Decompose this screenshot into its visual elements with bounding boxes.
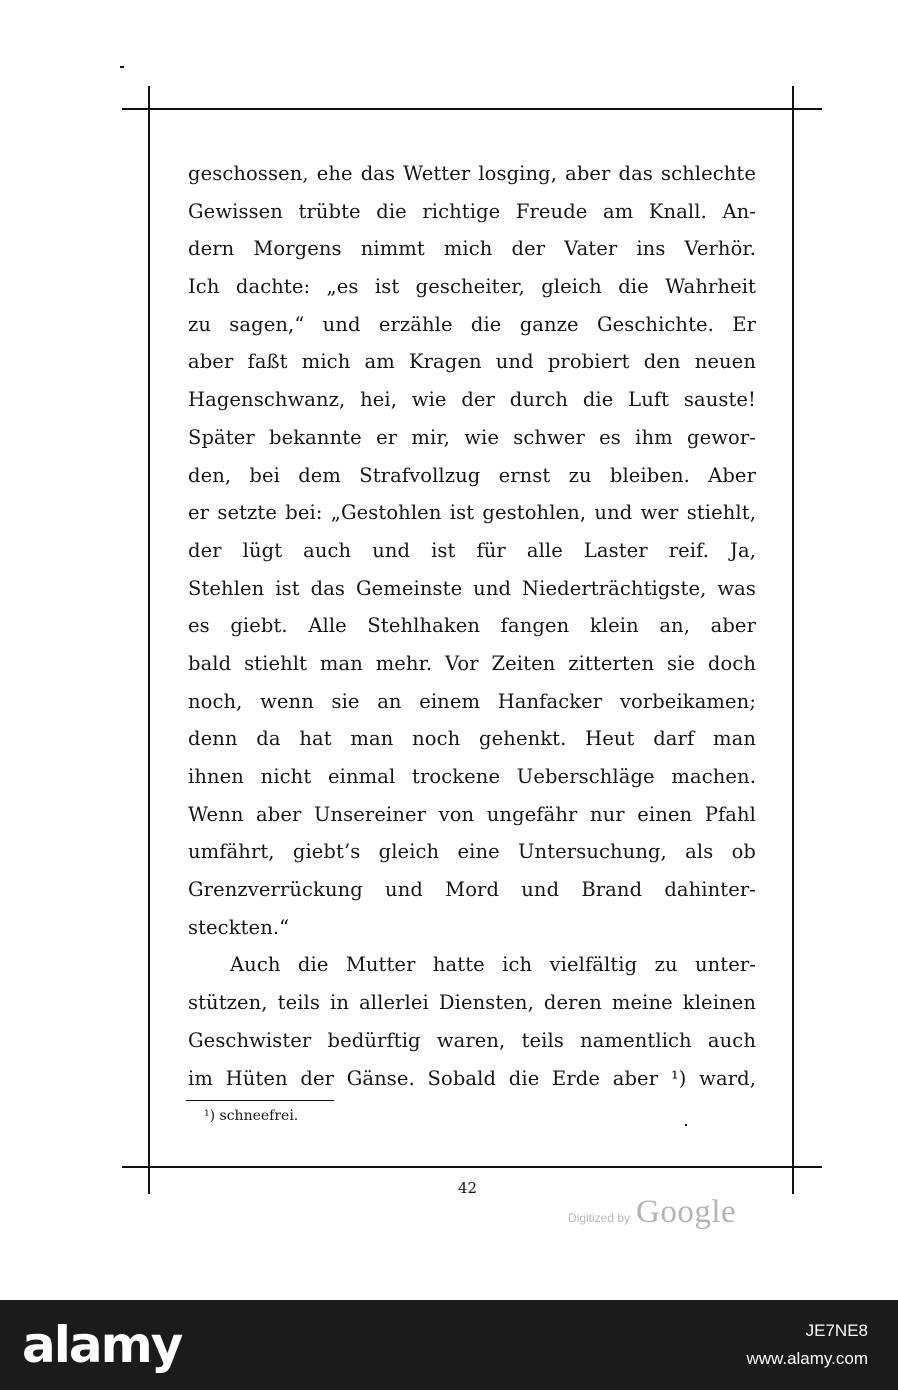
text-line: ihnen nicht einmal trockene Ueberschläge machen. (188, 765, 756, 788)
text-line: Wenn aber Unsereiner von ungefähr nur einen Pfahl (188, 802, 756, 826)
text-line: Grenzverrückung und Mord und Brand dahinter- (188, 878, 756, 902)
digitized-by-label: Digitized by (568, 1211, 631, 1225)
stock-url-link[interactable]: www.alamy.com (746, 1349, 868, 1368)
alamy-logo[interactable]: alamy (22, 1316, 182, 1374)
text-line: Später bekannte er mir, wie schwer es ihm gewor- (188, 425, 756, 449)
text-line: den, bei dem Strafvollzug ernst zu bleiben. Aber (188, 463, 756, 487)
text-line: zu sagen,“ und erzähle die ganze Geschichte. Er (188, 312, 756, 336)
text-line: bald stiehlt man mehr. Vor Zeiten zitterten sie doch (188, 651, 756, 675)
stock-meta (746, 1321, 868, 1369)
footnote-separator (186, 1100, 334, 1101)
digitized-watermark (568, 1194, 736, 1231)
stock-photo-banner (0, 1300, 898, 1390)
right-frame-rule (792, 86, 794, 1194)
top-frame-rule (122, 108, 822, 110)
image-id: JE7NE8 (805, 1321, 868, 1340)
paragraph-end-line: steckten.“ (188, 915, 290, 939)
body-text (188, 155, 756, 1097)
text-line: umfährt, giebt’s gleich eine Untersuchung, als ob (188, 840, 756, 864)
text-line: dern Morgens nimmt mich der Vater ins Verhör. (188, 237, 756, 261)
paragraph-start-line: Auch die Mutter hatte ich vielfältig zu unter- (230, 953, 756, 977)
text-line: denn da hat man noch gehenkt. Heut darf man (188, 727, 756, 751)
text-line: im Hüten der Gänse. Sobald die Erde aber ¹) ward, (188, 1066, 756, 1090)
google-logo: Google (636, 1194, 737, 1230)
text-line: Geschwister bedürftig waren, teils namentlich auch (188, 1028, 756, 1052)
text-line: stützen, teils in allerlei Diensten, deren meine kleinen (188, 991, 756, 1015)
text-line: Ich dachte: „es ist gescheiter, gleich die Wahrheit (188, 275, 756, 299)
text-line: er setzte bei: „Gestohlen ist gestohlen, und wer stiehlt, (188, 501, 756, 525)
text-line: es giebt. Alle Stehlhaken fangen klein an, aber (188, 614, 756, 638)
text-line: Hagenschwanz, hei, wie der durch die Luft sauste! (188, 388, 756, 412)
text-line: der lügt auch und ist für alle Laster reif. Ja, (188, 538, 756, 562)
text-line: geschossen, ehe das Wetter losging, aber das schlechte (188, 162, 756, 185)
footnote: ¹) schneefrei. (204, 1108, 299, 1124)
left-frame-rule (148, 86, 150, 1194)
text-line: aber faßt mich am Kragen und probiert den neuen (188, 350, 756, 374)
text-line: noch, wenn sie an einem Hanfacker vorbeikamen; (188, 689, 756, 713)
text-line: Stehlen ist das Gemeinste und Niederträchtigste, was (188, 576, 756, 600)
page-number: 42 (458, 1179, 478, 1197)
bottom-frame-rule (122, 1166, 822, 1168)
scan-speck (685, 1124, 687, 1126)
text-line: Gewissen trübte die richtige Freude am Knall. An- (188, 199, 756, 223)
scan-speck (120, 66, 124, 68)
